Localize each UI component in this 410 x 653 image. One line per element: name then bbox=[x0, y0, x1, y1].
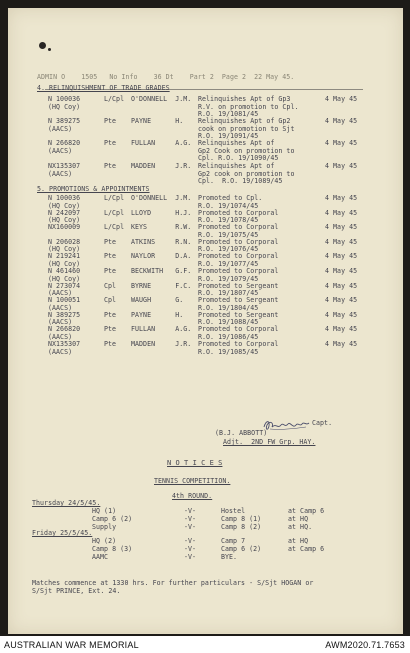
row-name: LLOYD H.J. bbox=[131, 208, 192, 217]
fixture-venue: at HQ bbox=[288, 514, 309, 523]
row-name: FULLAN A.G. bbox=[131, 325, 192, 334]
row-name: BYRNE F.C. bbox=[131, 281, 192, 290]
row-rank: Pte bbox=[104, 267, 117, 275]
row-date: 4 May 45 bbox=[325, 252, 358, 261]
row-detail: Relinquishes Apt of Gp2 cook on promotion to Sjt R.O. 19/1091/45 bbox=[198, 117, 295, 141]
notices-subheading: TENNIS COMPETITION. bbox=[154, 477, 231, 485]
row-detail: Promoted to Corporal R.O. 19/1076/45 bbox=[198, 237, 279, 254]
fixture-venue: at HQ bbox=[288, 537, 309, 545]
row-rank: L/Cpl bbox=[104, 223, 125, 232]
row-service-number: N 206028 (HQ Coy) bbox=[48, 237, 81, 254]
row-name: MADDEN J.R. bbox=[131, 162, 192, 170]
signature-name: (B.J. ABBOTT) bbox=[215, 429, 268, 437]
row-detail: Relinquishes Apt of Gp2 cook on promotion to Cpl. R.O. 19/1089/45 bbox=[198, 162, 295, 186]
fixture-away-team: BYE. bbox=[221, 552, 238, 561]
row-detail: Relinquishes Apt of Gp3 R.V. on promotion to Cpl. R.O. 19/1081/45 bbox=[198, 95, 299, 119]
row-date: 4 May 45 bbox=[325, 281, 358, 290]
row-date: 4 May 45 bbox=[325, 340, 358, 348]
punch-hole-mark bbox=[39, 42, 46, 49]
row-name: PAYNE H. bbox=[131, 310, 184, 319]
row-service-number: N 273074 (AACS) bbox=[48, 281, 81, 298]
row-service-number: N 461460 (HQ Coy) bbox=[48, 267, 81, 283]
ink-dot-mark bbox=[48, 48, 51, 51]
row-rank: L/Cpl bbox=[104, 194, 125, 202]
row-rank: Cpl bbox=[104, 281, 117, 290]
row-detail: Promoted to Corporal R.O. 19/1075/45 bbox=[198, 223, 279, 239]
fixture-home-team: Camp 8 (3) bbox=[92, 544, 133, 553]
row-rank: Cpl bbox=[104, 296, 117, 305]
row-service-number: N 219241 (HQ Coy) bbox=[48, 252, 81, 268]
fixture-away-team: Camp 6 (2) bbox=[221, 544, 262, 553]
row-name: MADDEN J.R. bbox=[131, 340, 192, 348]
row-date: 4 May 45 bbox=[325, 267, 358, 275]
row-service-number: N 266820 (AACS) bbox=[48, 325, 81, 341]
fixture-day-label: Friday 25/5/45. bbox=[32, 529, 93, 537]
row-service-number: N 100036 (HQ Coy) bbox=[48, 194, 81, 210]
row-rank: Pte bbox=[104, 340, 117, 348]
row-name: WAUGH G. bbox=[131, 296, 184, 305]
row-service-number: N 389275 (AACS) bbox=[48, 117, 81, 133]
notices-round: 4th ROUND. bbox=[172, 492, 213, 500]
row-service-number: N 266820 (AACS) bbox=[48, 139, 81, 155]
handwritten-signature bbox=[262, 417, 314, 433]
row-rank: Pte bbox=[104, 310, 117, 319]
row-name: NAYLOR D.A. bbox=[131, 252, 192, 261]
row-rank: Pte bbox=[104, 237, 117, 246]
row-date: 4 May 45 bbox=[325, 325, 358, 334]
archive-reference: AWM2020.71.7653 bbox=[325, 639, 405, 650]
row-rank: Pte bbox=[104, 252, 117, 261]
fixture-venue: at Camp 6 bbox=[288, 544, 325, 553]
row-detail: Promoted to Corporal R.O. 19/1078/45 bbox=[198, 208, 279, 225]
row-date: 4 May 45 bbox=[325, 237, 358, 246]
row-rank: L/Cpl bbox=[104, 208, 125, 217]
archive-name: AUSTRALIAN WAR MEMORIAL bbox=[4, 639, 139, 650]
row-detail: Relinquishes Apt of Gp2 Cook on promotion to Cpl. R.O. 19/1090/45 bbox=[198, 139, 295, 163]
fixture-away-team: Hostel bbox=[221, 507, 246, 515]
notices-heading: N O T I C E S bbox=[167, 459, 223, 467]
fixture-home-team: Camp 6 (2) bbox=[92, 514, 133, 523]
row-service-number: NX160009 bbox=[48, 223, 81, 232]
fixture-home-team: HQ (2) bbox=[92, 537, 117, 545]
row-name: ATKINS R.N. bbox=[131, 237, 192, 246]
fixture-venue: at HQ. bbox=[288, 522, 313, 531]
row-service-number: NX135307 (AACS) bbox=[48, 340, 81, 356]
row-date: 4 May 45 bbox=[325, 194, 358, 202]
row-detail: Promoted to Cpl. R.O. 19/1074/45 bbox=[198, 194, 263, 210]
fixture-versus: -V- bbox=[184, 537, 197, 545]
row-detail: Promoted to Corporal R.O. 19/1079/45 bbox=[198, 267, 279, 283]
fixture-away-team: Camp 7 bbox=[221, 537, 246, 545]
row-service-number: N 100036 (HQ Coy) bbox=[48, 95, 81, 111]
fixture-versus: -V- bbox=[184, 544, 197, 553]
row-date: 4 May 45 bbox=[325, 223, 358, 232]
row-rank: L/Cpl bbox=[104, 95, 125, 103]
row-date: 4 May 45 bbox=[325, 208, 358, 217]
document-page bbox=[8, 8, 403, 634]
fixture-venue: at Camp 6 bbox=[288, 507, 325, 515]
row-service-number: N 389275 (AACS) bbox=[48, 310, 81, 327]
fixture-home-team: HQ (1) bbox=[92, 507, 117, 515]
fixture-versus: -V- bbox=[184, 507, 197, 515]
signature-title: Adjt. 2ND FW Grp. HAY. bbox=[223, 438, 316, 446]
fixture-home-team: Supply bbox=[92, 522, 117, 531]
row-name: BECKWITH G.F. bbox=[131, 267, 192, 275]
row-date: 4 May 45 bbox=[325, 162, 358, 170]
row-date: 4 May 45 bbox=[325, 139, 358, 147]
row-detail: Promoted to Corporal R.O. 19/1085/45 bbox=[198, 340, 279, 356]
row-name: PAYNE H. bbox=[131, 117, 184, 125]
header-reference-line: ADMIN O 1505 No Info 36 Dt Part 2 Page 2 22 May 45. bbox=[37, 73, 295, 81]
row-rank: Pte bbox=[104, 325, 117, 334]
fixture-versus: -V- bbox=[184, 514, 197, 523]
section-5-title: 5. PROMOTIONS & APPOINTMENTS bbox=[37, 185, 150, 193]
row-rank: Pte bbox=[104, 162, 117, 170]
row-name: KEYS R.W. bbox=[131, 223, 192, 232]
row-name: O'DONNELL J.M. bbox=[131, 95, 192, 103]
row-date: 4 May 45 bbox=[325, 117, 358, 125]
fixture-day-label: Thursday 24/5/45. bbox=[32, 499, 101, 507]
row-rank: Pte bbox=[104, 139, 117, 147]
row-rank: Pte bbox=[104, 117, 117, 125]
row-detail: Promoted to Sergeant R.O. 19/1088/45 bbox=[198, 310, 279, 327]
section-4-title: 4. RELINQUISHMENT OF TRADE GRADES bbox=[37, 84, 170, 92]
fixture-home-team: AAMC bbox=[92, 552, 109, 561]
row-name: O'DONNELL J.M. bbox=[131, 194, 192, 202]
fixture-away-team: Camp 8 (1) bbox=[221, 514, 262, 523]
row-service-number: N 242097 (HQ Coy) bbox=[48, 208, 81, 225]
row-date: 4 May 45 bbox=[325, 296, 358, 305]
notices-footnote: Matches commence at 1330 hrs. For further particulars - S/Sjt HOGAN or S/Sjt PRINCE, Ext. 24. bbox=[32, 579, 314, 595]
row-service-number: NX135307 (AACS) bbox=[48, 162, 81, 178]
archive-footer bbox=[0, 636, 410, 653]
signature-rank: Capt. bbox=[312, 419, 333, 427]
fixture-versus: -V- bbox=[184, 522, 197, 531]
row-date: 4 May 45 bbox=[325, 95, 358, 103]
row-detail: Promoted to Corporal R.O. 19/1086/45 bbox=[198, 325, 279, 341]
row-service-number: N 100051 (AACS) bbox=[48, 296, 81, 312]
row-detail: Promoted to Sergeant R.O. 19/1807/45 bbox=[198, 281, 279, 298]
row-detail: Promoted to Corporal R.O. 19/1077/45 bbox=[198, 252, 279, 268]
row-name: FULLAN A.G. bbox=[131, 139, 192, 147]
row-detail: Promoted to Sergeant R.O. 19/1804/45 bbox=[198, 296, 279, 312]
fixture-versus: -V- bbox=[184, 552, 197, 561]
row-date: 4 May 45 bbox=[325, 310, 358, 319]
fixture-away-team: Camp 8 (2) bbox=[221, 522, 262, 531]
